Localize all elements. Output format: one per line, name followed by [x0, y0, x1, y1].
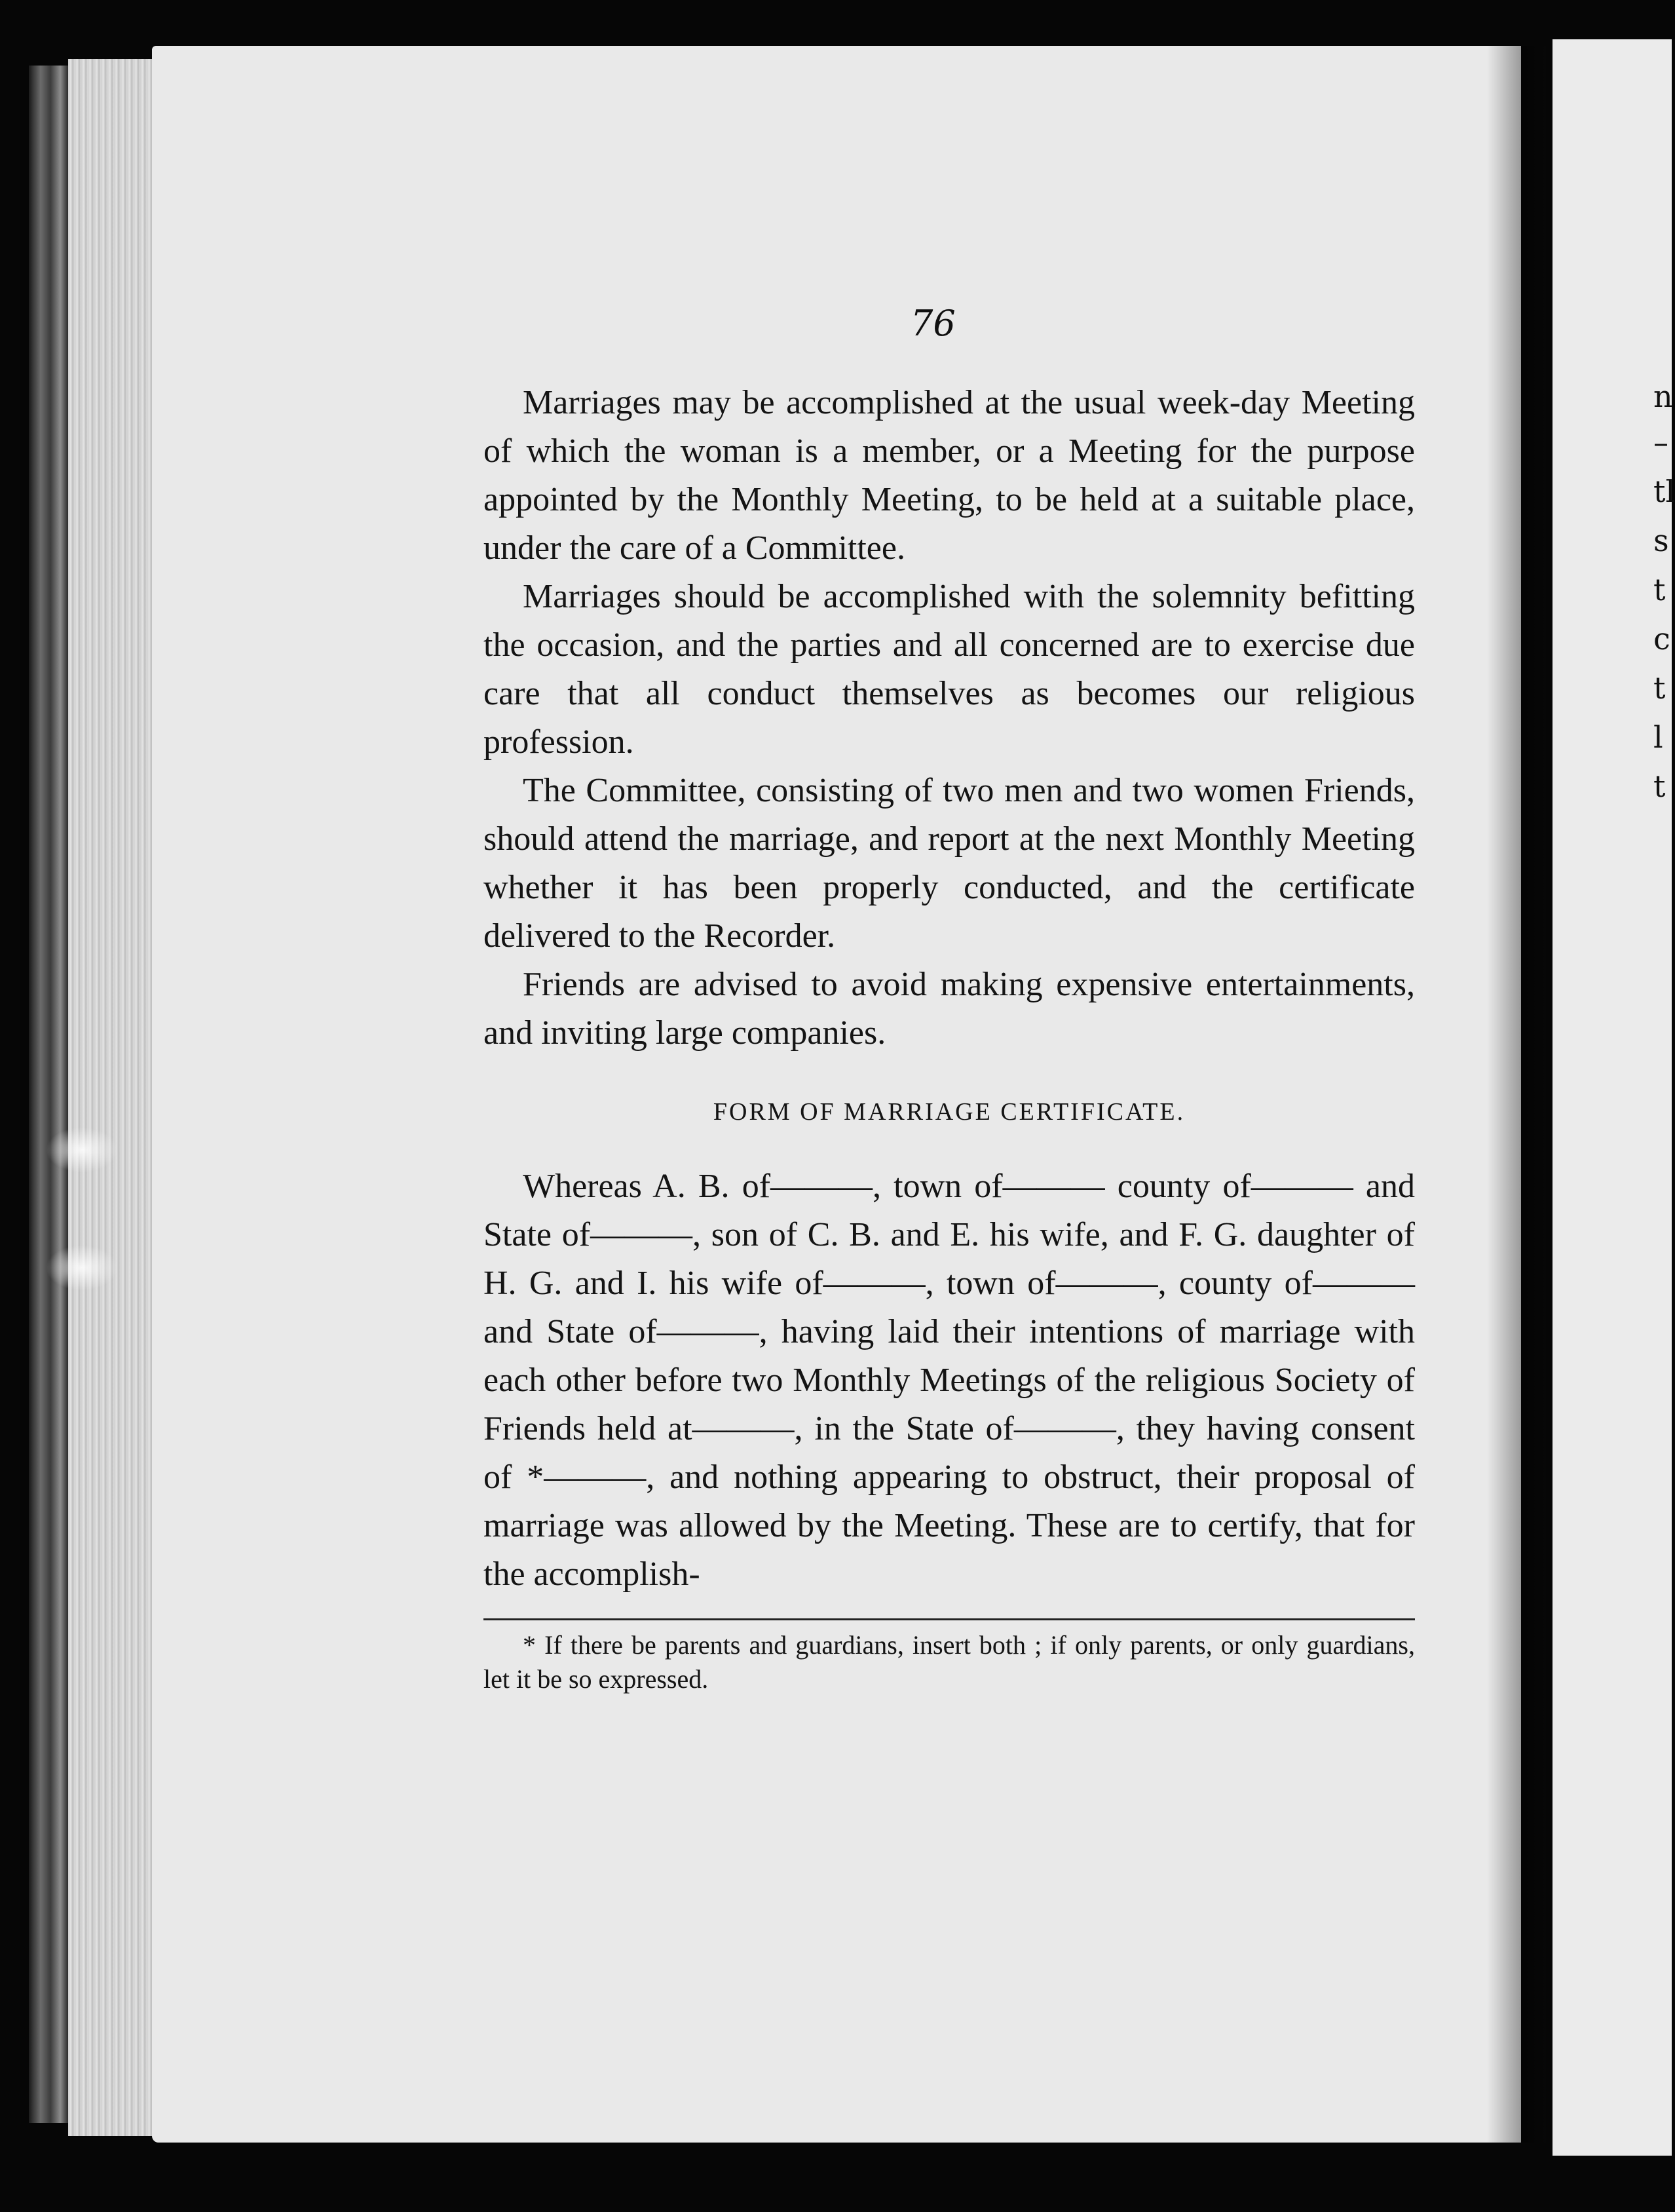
paragraph: Friends are advised to avoid making expensive entertainments, and inviting large companies. — [483, 966, 1415, 1052]
facing-page-letter: l — [1653, 719, 1663, 755]
facing-page-letter: t — [1653, 769, 1666, 804]
paragraph: The Committee, consisting of two men and two women Friends, should attend the marriage, and report at the next Monthly Meeting whether it has been properly conducted, and the certificate delivered to the Recorder. — [483, 772, 1415, 955]
footnote-rule — [483, 1618, 1415, 1620]
facing-page-letter: – — [1653, 425, 1668, 460]
page-text — [483, 379, 1415, 1696]
footnote: * If there be parents and guardians, insert both ; if only parents, or only guardians, let it be so expressed. — [483, 1630, 1415, 1694]
gutter-shadow — [1487, 46, 1546, 2143]
facing-page-letter: c — [1653, 621, 1670, 657]
form-heading: FORM OF MARRIAGE CERTIFICATE. — [713, 1098, 1186, 1126]
facing-page-letter: t — [1653, 670, 1666, 706]
facing-page-letter: t — [1653, 572, 1666, 607]
paragraph: Marriages may be accomplished at the usual week-day Meeting of which the woman is a member, or a Meeting for the purpose appointed by the Monthly Meeting, to be held at a suitable place, under the care of a Committee. — [483, 384, 1415, 567]
book-spine — [29, 66, 68, 2123]
facing-page-letter: s — [1653, 523, 1669, 558]
paragraph: Marriages should be accomplished with the solemnity befitting the occasion, and the parties and all concerned are to exercise due care that all conduct themselves as becomes our religious profession. — [483, 578, 1415, 761]
paper-stain — [46, 1245, 118, 1291]
page-number: 76 — [911, 303, 956, 344]
page-edges — [68, 59, 157, 2136]
facing-page-letter: n — [1653, 379, 1673, 414]
paper-stain — [46, 1127, 118, 1173]
facing-page — [1553, 39, 1672, 2156]
certificate-text: Whereas A. B. of———, town of——— county of——— and State of———, son of C. B. and E. his wife, and F. G. daughter of H. G. and I. his wife of———, town of———, county of——— and State of———, having laid their intentions of marriage with each other before two Monthly Meetings of the religious Society of Friends held at———, in the State of———, they having consent of *———, and nothing appearing to obstruct, their proposal of marriage was allowed by the Meeting. These are to certify, that for the accomplish- — [483, 1168, 1415, 1593]
facing-page-letter: tl — [1653, 474, 1675, 509]
